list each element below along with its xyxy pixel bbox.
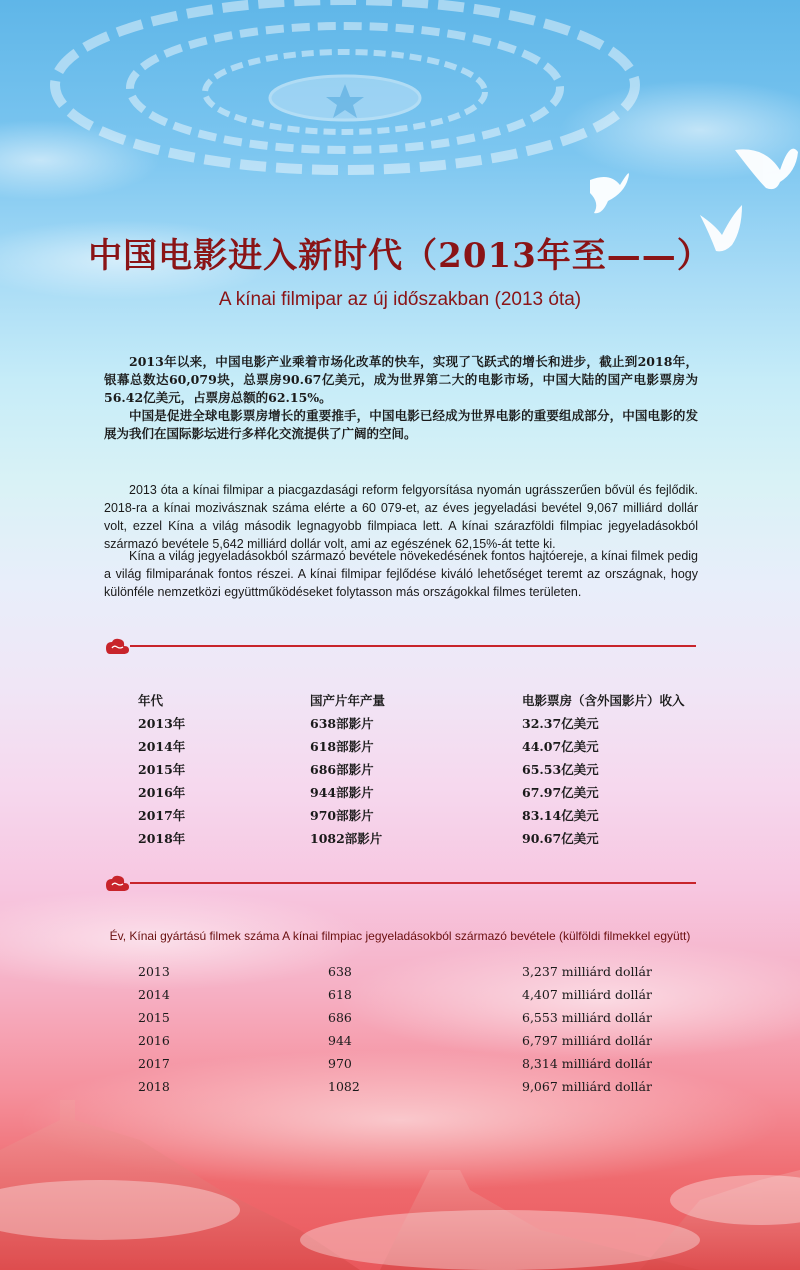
table-cell: 1082 xyxy=(328,1079,360,1094)
table-cell: 2015 xyxy=(138,1010,170,1025)
table-row xyxy=(138,734,722,757)
table-cell: 6,553 milliárd dollár xyxy=(522,1010,652,1025)
table-row xyxy=(138,960,722,983)
table-cell: 44.07亿美元 xyxy=(522,738,599,754)
table-cell: 2017 xyxy=(138,1056,170,1071)
section-divider xyxy=(102,873,702,893)
table-cell: 638部影片 xyxy=(310,715,374,731)
table-cell: 2018年 xyxy=(138,830,186,846)
table-cell: 944部影片 xyxy=(310,784,374,800)
table-cell: 32.37亿美元 xyxy=(522,715,599,731)
table-cell: 2013年 xyxy=(138,715,186,731)
table-cell: 2018 xyxy=(138,1079,170,1094)
table-cell: 4,407 milliárd dollár xyxy=(522,987,652,1002)
section-divider xyxy=(102,636,702,656)
table-row xyxy=(138,803,722,826)
table-cell: 686 xyxy=(328,1010,352,1025)
table-row xyxy=(138,826,722,849)
intro-hu-paragraph-2: Kína a világ jegyeladásokból származó bevétele növekedésének fontos hajtóereje, a kínai filmek pedig a világ filmiparának fontos részei. A kínai filmipar fejlődése kiváló lehetőséget teremt az országnak, hogy különféle nemzetközi együttműködéseket folytasson más országokkal filmes területen. xyxy=(104,549,698,599)
table-row xyxy=(138,780,722,803)
table-header-row xyxy=(138,688,722,711)
table-row xyxy=(138,757,722,780)
table-cell: 1082部影片 xyxy=(310,830,383,846)
table-cell: 2017年 xyxy=(138,807,186,823)
table-row xyxy=(138,1052,722,1075)
table-cell: 9,067 milliárd dollár xyxy=(522,1079,652,1094)
table-cell: 90.67亿美元 xyxy=(522,830,599,846)
cloud-ornament-icon xyxy=(102,636,132,656)
intro-hu-paragraph-1: 2013 óta a kínai filmipar a piacgazdasági reform felgyorsítása nyomán ugrásszerűen bővül és fejlődik. 2018-ra a kínai mozivásznak száma elérte a 60 079-et, az éves jegyeladási bevétel 9,067 milliárd dollár volt, ezzel Kína a világ második legnagyobb filmpiaca lett. A kínai szárazföldi filmpiac jegyeladásokból származó bevétele 5,642 milliárd dollár volt, ami az egészének 62,15%-át tette ki. xyxy=(104,483,698,551)
table-cell: 2016 xyxy=(138,1033,170,1048)
table-hu-header: Év, Kínai gyártású filmek száma A kínai filmpiac jegyeladásokból származó bevétele (külföldi filmekkel együtt) xyxy=(109,929,691,943)
page-title: 中国电影进入新时代（2013年至——） xyxy=(88,236,712,276)
page-subtitle: A kínai filmipar az új időszakban (2013 óta) xyxy=(218,289,582,310)
film-stats-table-cn xyxy=(138,688,722,849)
cloud-ornament-icon xyxy=(102,873,132,893)
table-cell: 2016年 xyxy=(138,784,186,800)
table-row xyxy=(138,983,722,1006)
table-cell: 618 xyxy=(328,987,352,1002)
table-cell: 2015年 xyxy=(138,761,186,777)
table-cell: 8,314 milliárd dollár xyxy=(522,1056,652,1071)
column-header: 电影票房（含外国影片）收入 xyxy=(522,692,685,708)
table-row xyxy=(138,1029,722,1052)
intro-cn-paragraph-2: 中国是促进全球电影票房增长的重要推手，中国电影已经成为世界电影的重要组成部分，中国电影的发展为我们在国际影坛进行多样化交流提供了广阔的空间。 xyxy=(104,408,698,441)
table-cell: 67.97亿美元 xyxy=(522,784,599,800)
table-cell: 83.14亿美元 xyxy=(522,807,599,823)
table-cell: 6,797 milliárd dollár xyxy=(522,1033,652,1048)
column-header: 年代 xyxy=(138,692,164,708)
table-row xyxy=(138,1006,722,1029)
table-cell: 3,237 milliárd dollár xyxy=(522,964,652,979)
table-row xyxy=(138,1075,722,1098)
column-header: 国产片年产量 xyxy=(310,692,386,708)
intro-cn-paragraph-1: 2013年以来，中国电影产业乘着市场化改革的快车，实现了飞跃式的增长和进步，截止到2018年，银幕总数达60,079块，总票房90.67亿美元，成为世界第二大的电影市场，中国大陆的国产电影票房为56.42亿美元，占票房总额的62.15%。 xyxy=(104,354,698,405)
table-cell: 970部影片 xyxy=(310,807,374,823)
table-cell: 944 xyxy=(328,1033,352,1048)
table-cell: 638 xyxy=(328,964,352,979)
table-cell: 2013 xyxy=(138,964,170,979)
table-cell: 65.53亿美元 xyxy=(522,761,599,777)
table-cell: 2014年 xyxy=(138,738,186,754)
table-cell: 686部影片 xyxy=(310,761,374,777)
table-cell: 618部影片 xyxy=(310,738,374,754)
film-stats-table-hu xyxy=(138,960,722,1098)
table-row xyxy=(138,711,722,734)
table-cell: 2014 xyxy=(138,987,170,1002)
table-cell: 970 xyxy=(328,1056,352,1071)
